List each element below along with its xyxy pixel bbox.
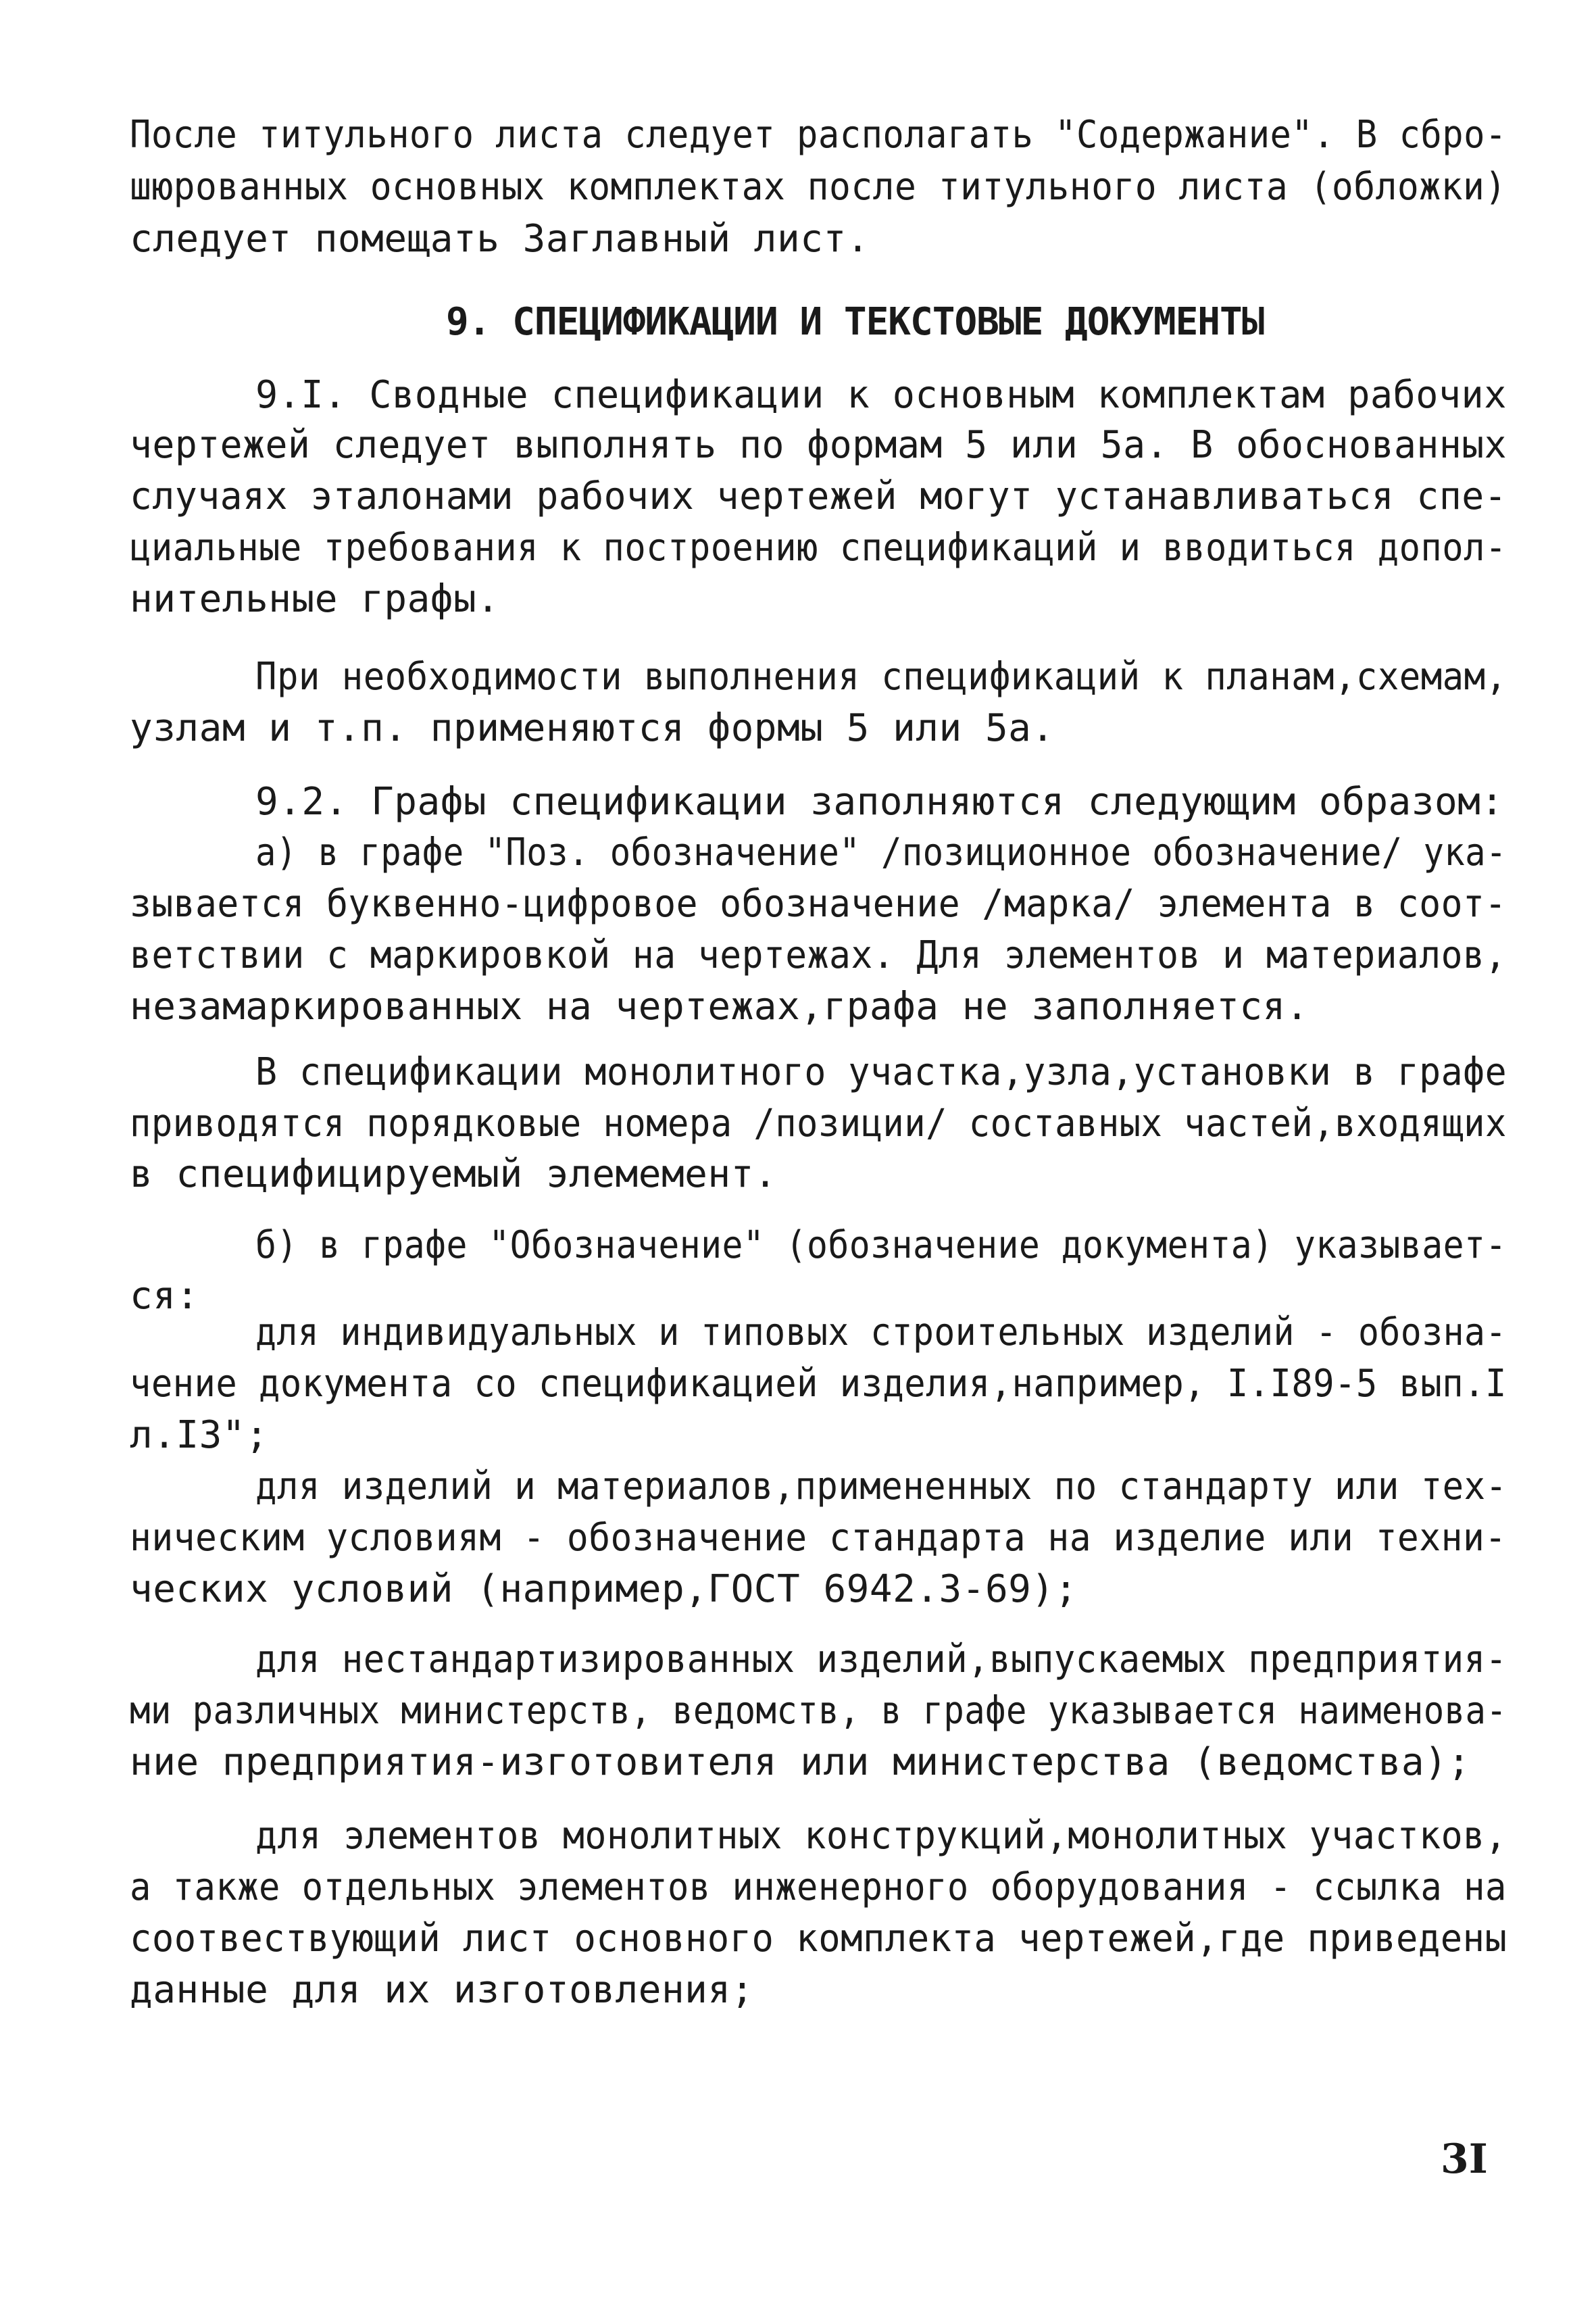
text-line: л.I3"; xyxy=(130,1413,269,1457)
text-line: а) в графе "Поз. обозначение" /позиционное обозначение/ ука- xyxy=(255,831,1507,875)
text-line: случаях эталонами рабочих чертежей могут устанавливаться спе- xyxy=(130,474,1507,518)
text-line: ческих условий (например,ГОСТ 6942.3-69); xyxy=(130,1567,1078,1611)
page-number: 3I xyxy=(1441,2136,1488,2183)
text-line: шюрованных основных комплектах после титульного листа (обложки) xyxy=(130,165,1507,209)
text-line: данные для их изготовления; xyxy=(130,1968,754,2012)
text-line: для элементов монолитных конструкций,монолитных участков, xyxy=(255,1814,1507,1858)
text-line: зывается буквенно-цифровое обозначение /марка/ элемента в соот- xyxy=(130,882,1507,926)
text-line: для индивидуальных и типовых строительных изделий - обозна- xyxy=(255,1310,1507,1354)
text-line: соотвествующий лист основного комплекта чертежей,где приведены xyxy=(130,1917,1507,1961)
text-line: циальные требования к построению спецификаций и вводиться допол- xyxy=(130,526,1507,570)
text-line: в специфицируемый элемемент. xyxy=(130,1152,778,1196)
text-line: При необходимости выполнения спецификаций к планам,схемам, xyxy=(255,655,1507,699)
text-line: После титульного листа следует располагать "Содержание". В сбро- xyxy=(130,113,1507,157)
section-heading: 9. СПЕЦИФИКАЦИИ И ТЕКСТОВЫЕ ДОКУМЕНТЫ xyxy=(446,300,1264,344)
text-line: чертежей следует выполнять по формам 5 или 5а. В обоснованных xyxy=(130,423,1507,467)
text-line: чение документа со спецификацией изделия,например, I.I89-5 вып.I xyxy=(130,1362,1507,1406)
text-line: нительные графы. xyxy=(130,577,500,621)
text-line: 9.2. Графы спецификации заполняются следующим образом: xyxy=(255,780,1504,824)
text-line: приводятся порядковые номера /позиции/ составных частей,входящих xyxy=(130,1102,1507,1146)
text-line: ническим условиям - обозначение стандарта на изделие или техни- xyxy=(130,1516,1507,1560)
text-line: 9.I. Сводные спецификации к основным комплектам рабочих xyxy=(255,373,1507,417)
text-line: ние предприятия-изготовителя или министерства (ведомства); xyxy=(130,1740,1471,1784)
text-line: ми различных министерств, ведомств, в графе указывается наименова- xyxy=(130,1689,1507,1733)
text-line: узлам и т.п. применяются формы 5 или 5а. xyxy=(130,706,1055,750)
text-line: ся: xyxy=(130,1274,199,1318)
text-line: а также отдельных элементов инженерного оборудования - ссылка на xyxy=(130,1865,1507,1909)
text-line: В спецификации монолитного участка,узла,установки в графе xyxy=(255,1050,1507,1094)
text-line: для нестандартизированных изделий,выпускаемых предприятия- xyxy=(255,1638,1507,1681)
text-line: следует помещать Заглавный лист. xyxy=(130,217,870,261)
text-line: б) в графе "Обозначение" (обозначение документа) указывает- xyxy=(255,1223,1507,1267)
text-line: для изделий и материалов,примененных по стандарту или тех- xyxy=(255,1464,1507,1508)
text-line: ветствии с маркировкой на чертежах. Для элементов и материалов, xyxy=(130,933,1507,977)
text-line: незамаркированных на чертежах,графа не заполняется. xyxy=(130,985,1309,1029)
